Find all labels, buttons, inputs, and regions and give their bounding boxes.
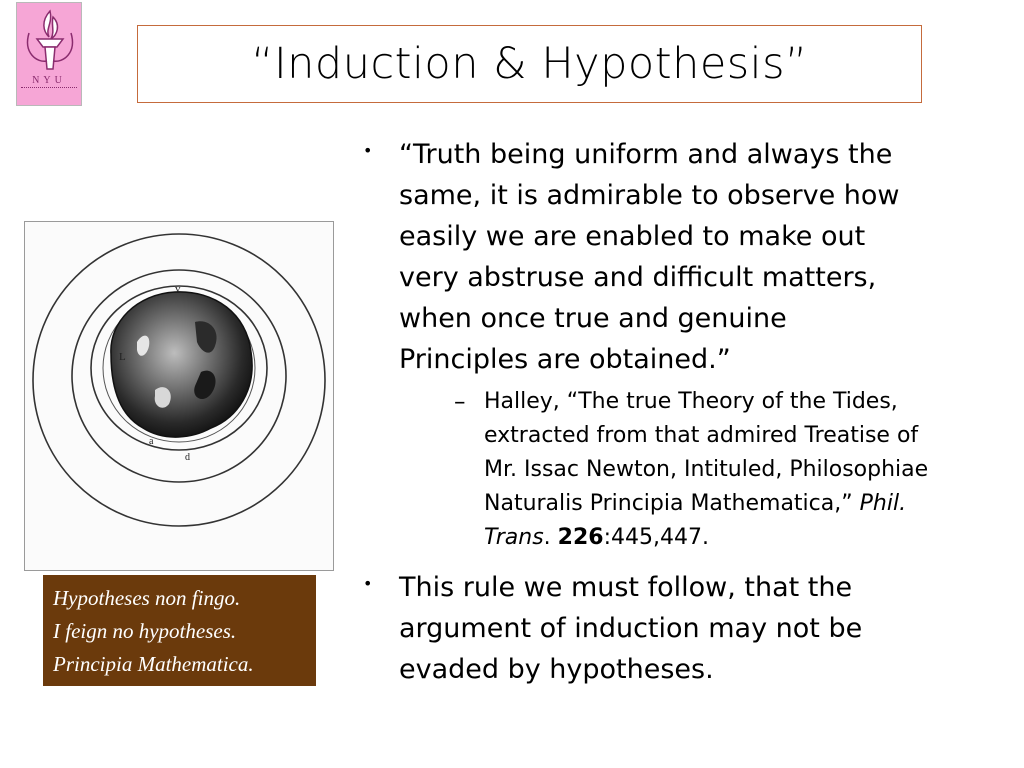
title-box — [137, 25, 922, 103]
earth-figure-image — [25, 222, 333, 570]
caption-line: Hypotheses non fingo. — [53, 586, 241, 610]
caption-line: Principia Mathematica. — [53, 652, 254, 676]
logo-rule — [21, 87, 77, 91]
svg-text:L: L — [119, 351, 126, 363]
slide-title: “Induction & Hypothesis” — [251, 39, 808, 89]
bullet-line: very abstruse and difficult matters, — [399, 262, 877, 293]
logo-text: NYU — [32, 75, 66, 86]
bullet-marker: • — [363, 141, 373, 160]
journal-period: . — [543, 525, 551, 550]
journal-name-a: Phil. — [859, 491, 907, 516]
bullet-line: when once true and genuine — [399, 303, 787, 334]
citation-line: Mr. Issac Newton, Intituled, Philosophiae — [484, 457, 929, 482]
citation-line — [484, 521, 960, 555]
bullet-text — [399, 134, 960, 380]
journal-volume: 226 — [557, 525, 604, 550]
bullet-line: argument of induction may not be — [399, 613, 863, 644]
bullet-line: This rule we must follow, that the — [399, 572, 853, 603]
citation-line — [484, 487, 960, 521]
svg-text:v: v — [175, 283, 181, 295]
bullet-line: same, it is admirable to observe how — [399, 180, 900, 211]
bullet-induction-rule — [360, 567, 960, 690]
sub-bullet-marker: – — [454, 389, 466, 415]
nyu-logo — [16, 2, 82, 106]
bullet-line: Principles are obtained.” — [399, 344, 731, 375]
bullet-line: easily we are enabled to make out — [399, 221, 866, 252]
newton-earth-diagram — [24, 221, 334, 571]
caption-line: I feign no hypotheses. — [53, 619, 237, 643]
citation-line: Halley, “The true Theory of the Tides, — [484, 389, 898, 414]
slide-content — [360, 134, 960, 690]
journal-pages: :445,447. — [603, 525, 709, 550]
citation-line-text: Naturalis Principia Mathematica,” — [484, 491, 853, 516]
bullet-text — [399, 567, 960, 690]
journal-name-b: Trans — [484, 525, 544, 550]
citation-line: extracted from that admired Treatise of — [484, 423, 919, 448]
bullet-line: evaded by hypotheses. — [399, 654, 714, 685]
bullet-marker: • — [363, 574, 373, 593]
svg-text:a: a — [149, 436, 154, 447]
sub-bullet-citation — [399, 385, 960, 555]
bullet-line: “Truth being uniform and always the — [399, 139, 893, 170]
caption-box — [43, 575, 316, 686]
citation-text — [484, 385, 960, 555]
svg-text:d: d — [185, 452, 190, 463]
bullet-halley-quote — [360, 134, 960, 555]
